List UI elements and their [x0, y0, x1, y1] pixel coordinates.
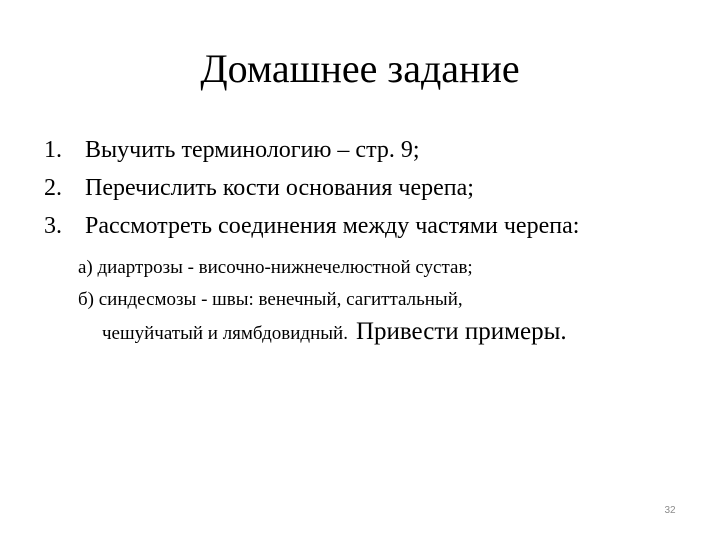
slide-title: Домашнее задание: [200, 46, 520, 91]
subitem-b-tail: Привести примеры.: [355, 318, 567, 345]
subitem-b-line1: б) синдесмозы - швы: венечный, сагиттальный,: [78, 289, 463, 310]
subitem-b-line2: [102, 317, 567, 349]
list-item-text: Рассмотреть соединения между частями черепа:: [85, 213, 580, 239]
list-item-number: 2.: [44, 175, 62, 201]
list-item-number: 3.: [44, 213, 62, 239]
list-item-text: Выучить терминологию – стр. 9;: [85, 137, 420, 163]
list-item-text: Перечислить кости основания черепа;: [85, 175, 474, 201]
subitem-b-line2-text: чешуйчатый и лямбдовидный.: [102, 323, 348, 344]
page-number: 32: [664, 505, 676, 516]
list-item-number: 1.: [44, 137, 62, 163]
subitem-a: а) диартрозы - височно-нижнечелюстной сустав;: [78, 257, 473, 278]
